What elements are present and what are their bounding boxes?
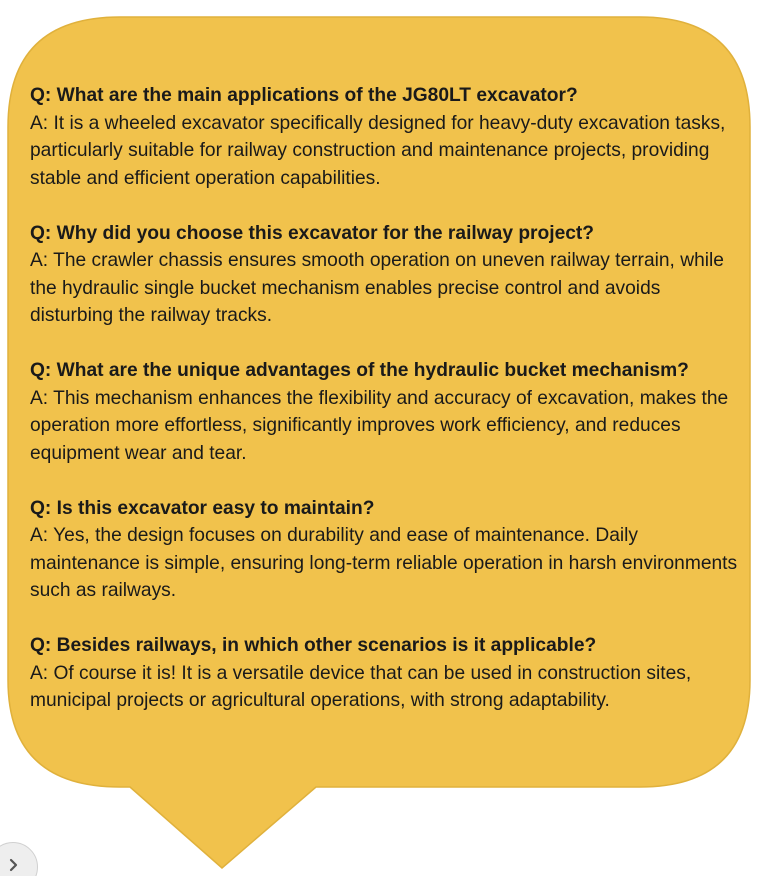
faq-answer: A: Yes, the design focuses on durability and ease of maintenance. Daily maintenance is simple, ensuring long-term reliable operation in harsh environments such as railways.	[30, 525, 738, 601]
faq-question: Q: What are the unique advantages of the hydraulic bucket mechanism?	[30, 360, 689, 381]
faq-item	[30, 495, 748, 605]
faq-question: Q: Besides railways, in which other scenarios is it applicable?	[30, 635, 597, 656]
chevron-right-icon	[9, 858, 19, 872]
faq-item	[30, 82, 748, 192]
faq-question: Q: What are the main applications of the JG80LT excavator?	[30, 85, 578, 106]
faq-question: Q: Is this excavator easy to maintain?	[30, 497, 375, 519]
faq-answer: A: This mechanism enhances the flexibility and accuracy of excavation, makes the operation more effortless, significantly improves work efficiency, and reduces equipment wear and tear.	[30, 387, 729, 464]
faq-item	[30, 220, 748, 330]
faq-list	[30, 82, 748, 742]
faq-item	[30, 357, 748, 467]
faq-item	[30, 632, 748, 715]
faq-answer: A: It is a wheeled excavator specifically designed for heavy-duty excavation tasks, particularly suitable for railway construction and maintenance projects, providing stable and efficient operation capabilities.	[30, 112, 726, 189]
faq-answer: A: The crawler chassis ensures smooth operation on uneven railway terrain, while the hydraulic single bucket mechanism enables precise control and avoids disturbing the railway tracks.	[30, 250, 724, 326]
faq-question: Q: Why did you choose this excavator for the railway project?	[30, 222, 595, 244]
faq-answer: A: Of course it is! It is a versatile device that can be used in construction sites, municipal projects or agricultural operations, with strong adaptability.	[30, 662, 692, 711]
